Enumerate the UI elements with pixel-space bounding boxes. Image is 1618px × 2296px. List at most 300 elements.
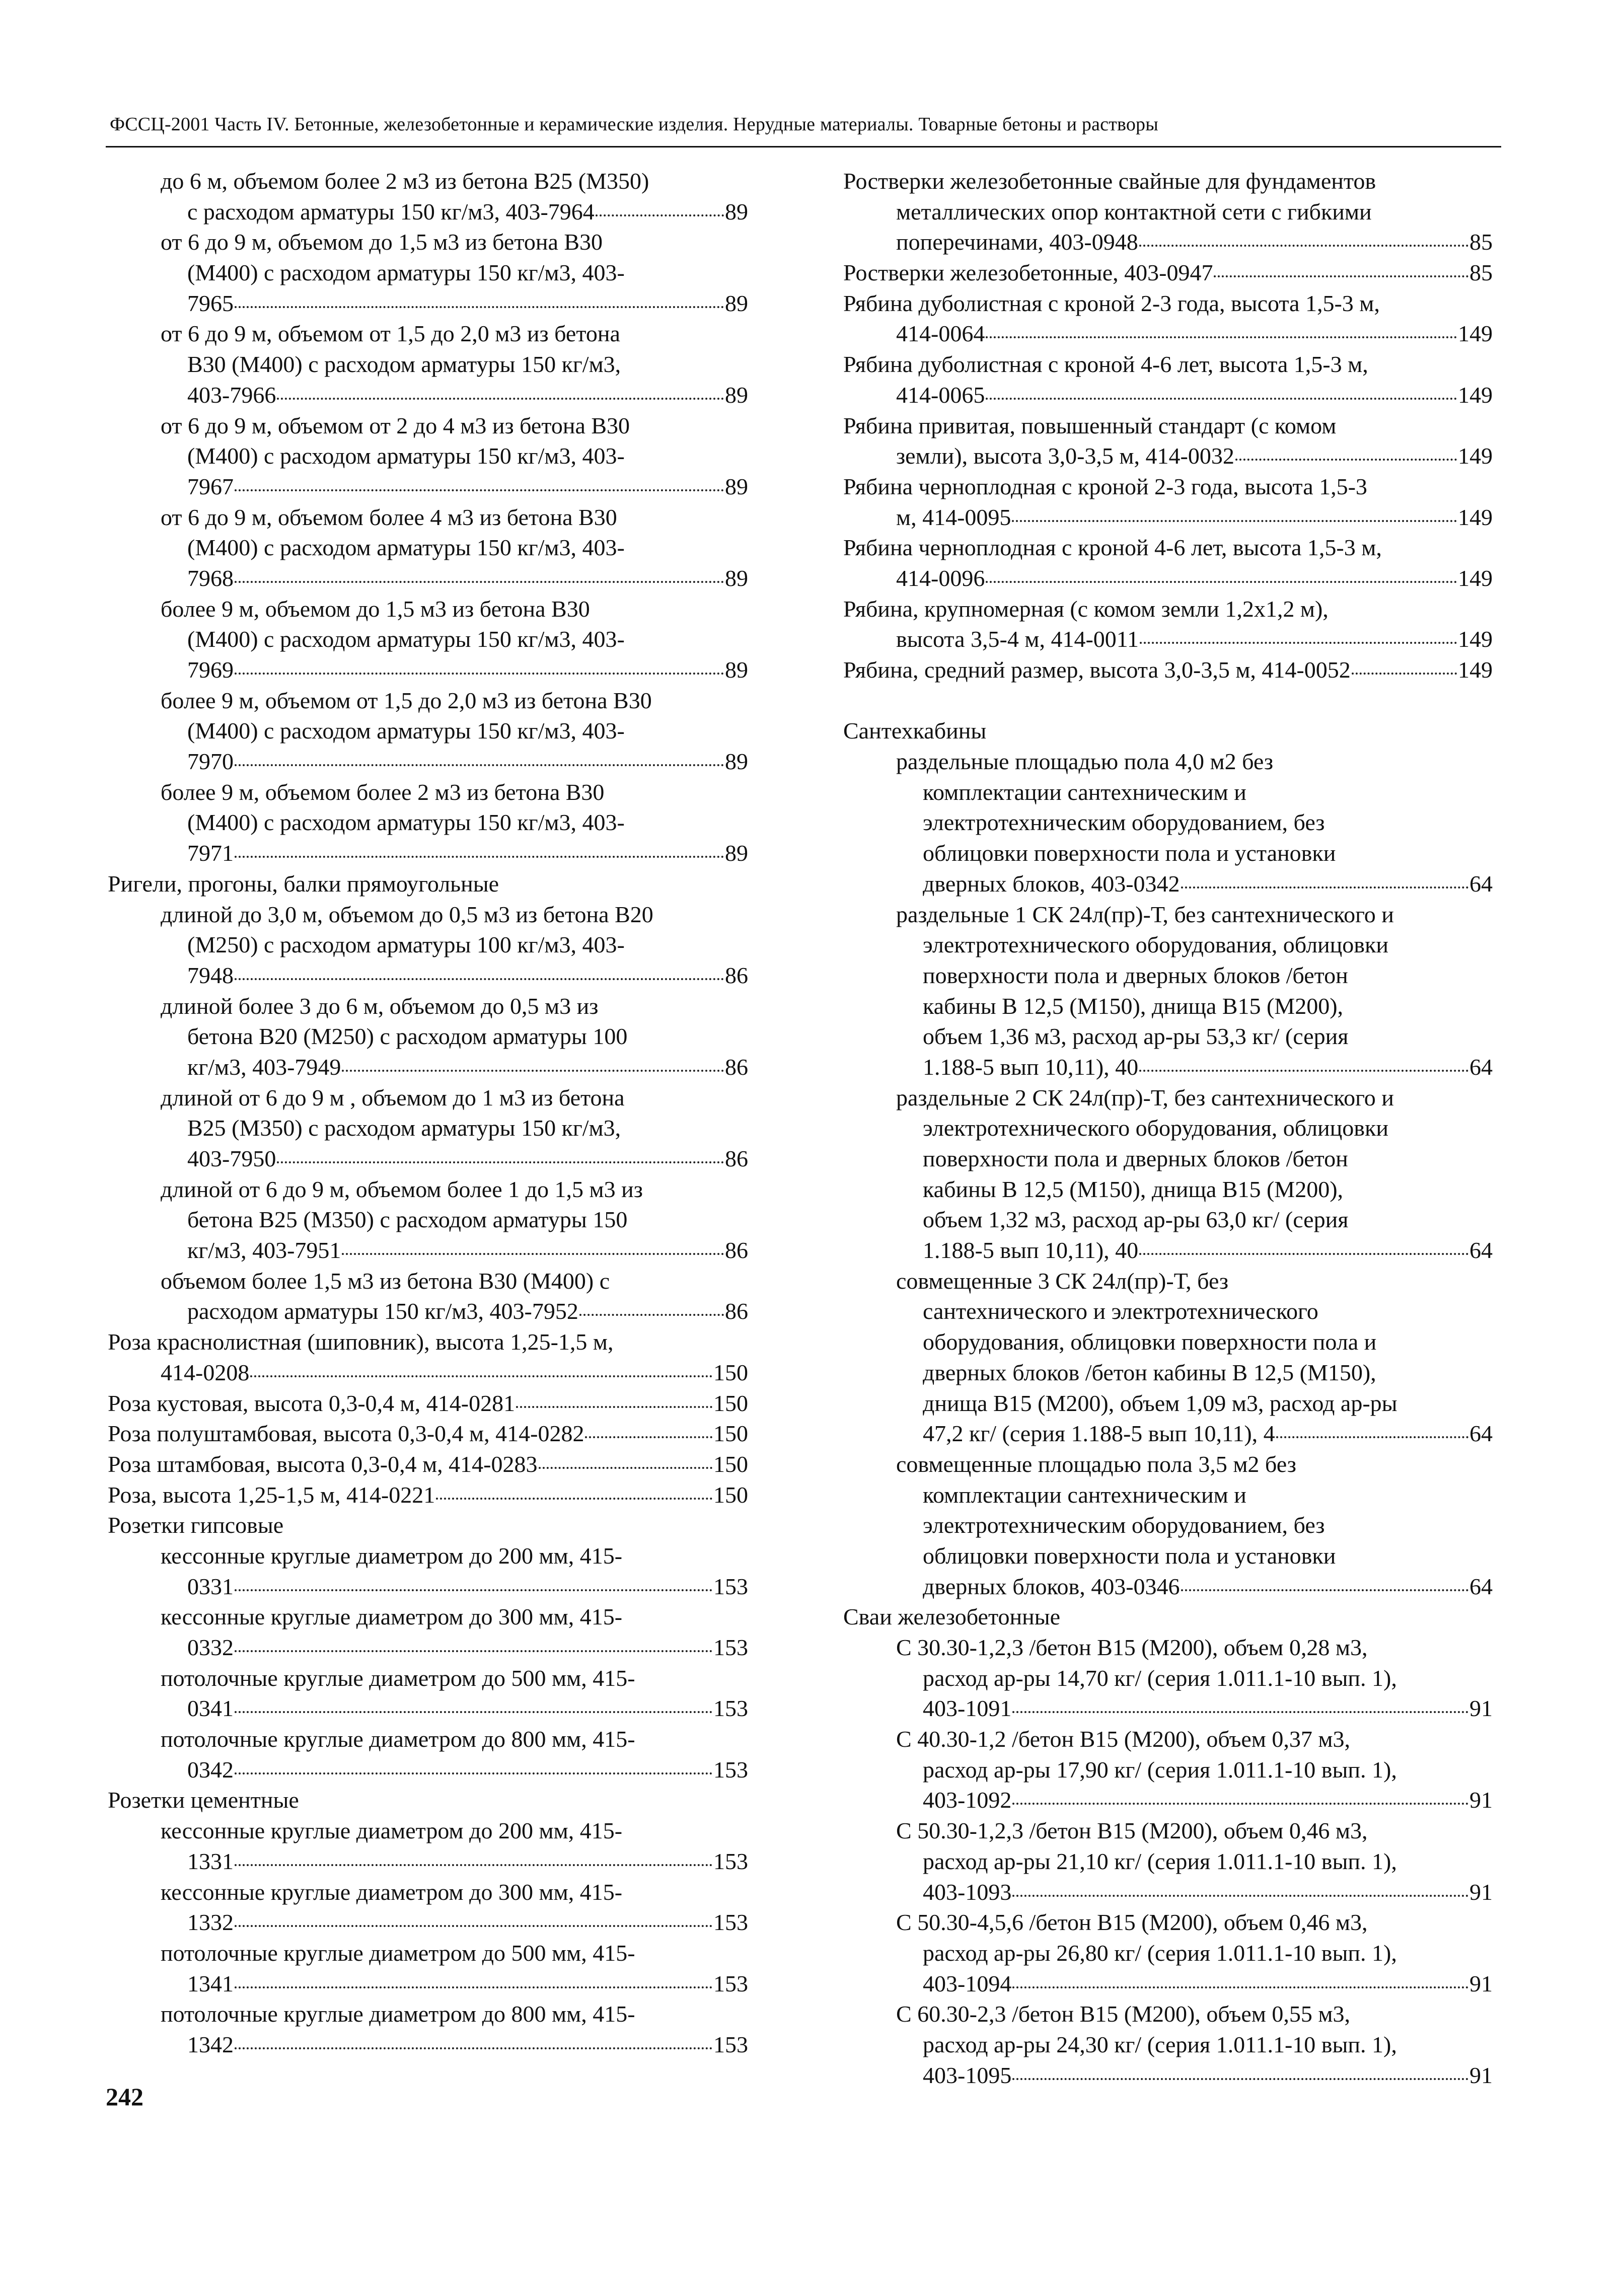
index-subentry-line <box>843 900 1493 930</box>
index-subentry-line <box>843 1969 1493 1999</box>
index-subentry-line <box>843 1633 1493 1663</box>
entry-text: потолочные круглые диаметром до 500 мм, 415- <box>161 1665 635 1691</box>
index-subentry-line <box>843 1572 1493 1602</box>
entry-text: сантехнического и электротехнического <box>923 1298 1318 1324</box>
dot-leader <box>1139 245 1468 247</box>
entry-text: совмещенные площадью пола 3,5 м2 без <box>896 1451 1296 1477</box>
index-subentry-line <box>843 319 1493 349</box>
entry-page-ref: 153 <box>713 1573 748 1599</box>
dot-leader <box>516 1406 712 1408</box>
index-subentry-line <box>108 2030 748 2060</box>
entry-page-ref: 149 <box>1458 382 1493 408</box>
index-subentry-line <box>843 1327 1493 1358</box>
index-subentry-line <box>108 1052 748 1083</box>
entry-text: 1332 <box>187 1909 234 1936</box>
index-subentry-line <box>108 258 748 288</box>
index-subentry-line <box>843 197 1493 228</box>
entry-text: расход ар-ры 24,30 кг/ (серия 1.011.1-10 вып. 1), <box>923 2031 1397 2057</box>
entry-page-ref: 150 <box>713 1482 748 1508</box>
entry-text: кабины В 12,5 (М150), днища В15 (М200), <box>923 993 1344 1019</box>
index-subentry-line <box>108 1816 748 1846</box>
dot-leader <box>1140 642 1457 644</box>
index-subentry-line <box>108 930 748 960</box>
entry-text: Рябина черноплодная с кроной 4-6 лет, высота 1,5-3 м, <box>843 535 1382 561</box>
index-subentry-line <box>843 1113 1493 1144</box>
entry-page-ref: 64 <box>1469 1054 1493 1080</box>
index-subentry-line <box>843 624 1493 655</box>
entry-page-ref: 149 <box>1458 626 1493 652</box>
index-subentry-line <box>843 1021 1493 1052</box>
index-entry <box>108 1419 748 1449</box>
dot-leader <box>986 581 1457 583</box>
dot-leader <box>436 1498 712 1500</box>
dot-leader <box>1181 886 1468 888</box>
index-entry <box>843 258 1493 288</box>
entry-text: более 9 м, объемом от 1,5 до 2,0 м3 из бетона В30 <box>161 687 652 713</box>
dot-leader <box>1214 275 1468 277</box>
entry-text: Ростверки железобетонные свайные для фундаментов <box>843 168 1376 194</box>
index-subentry-line <box>108 533 748 563</box>
index-subentry-line <box>108 349 748 380</box>
entry-text: до 6 м, объемом более 2 м3 из бетона В25 (М350) <box>161 168 649 194</box>
entry-text: Сваи железобетонные <box>843 1604 1061 1630</box>
dot-leader <box>342 1253 724 1255</box>
entry-page-ref: 89 <box>725 290 748 316</box>
dot-leader <box>235 489 724 491</box>
entry-text: 47,2 кг/ (серия 1.188-5 вып 10,11), 4 <box>923 1421 1275 1447</box>
index-entry <box>108 1510 748 1541</box>
entry-text: от 6 до 9 м, объемом от 2 до 4 м3 из бетона В30 <box>161 412 630 438</box>
index-subentry-line <box>108 1602 748 1633</box>
entry-page-ref: 149 <box>1458 657 1493 683</box>
dot-leader <box>1012 1986 1468 1988</box>
entry-page-ref: 153 <box>713 2031 748 2057</box>
entry-page-ref: 153 <box>713 1909 748 1936</box>
entry-page-ref: 86 <box>725 1054 748 1080</box>
entry-text: 0332 <box>187 1635 234 1660</box>
index-subentry-line <box>843 1358 1493 1388</box>
entry-text: 414-0208 <box>161 1359 250 1385</box>
index-subentry-line <box>843 1846 1493 1877</box>
entry-text: (М400) с расходом арматуры 150 кг/м3, 403- <box>187 626 625 652</box>
entry-text: объем 1,32 м3, расход ар-ры 63,0 кг/ (серия <box>923 1207 1349 1233</box>
entry-page-ref: 91 <box>1469 1695 1493 1722</box>
index-subentry-line <box>108 1358 748 1388</box>
dot-leader <box>277 1161 724 1163</box>
entry-page-ref: 149 <box>1458 443 1493 469</box>
entry-text: м, 414-0095 <box>896 504 1011 530</box>
entry-text: 403-1095 <box>923 2062 1012 2088</box>
entry-text: расход ар-ры 21,10 кг/ (серия 1.011.1-10 вып. 1), <box>923 1848 1397 1874</box>
dot-leader <box>596 214 724 216</box>
index-subentry-line <box>843 1205 1493 1235</box>
entry-text: (М400) с расходом арматуры 150 кг/м3, 403- <box>187 535 625 561</box>
entry-page-ref: 149 <box>1458 321 1493 347</box>
index-entry <box>843 594 1493 625</box>
dot-leader <box>235 2047 712 2049</box>
entry-page-ref: 153 <box>713 1695 748 1722</box>
index-subentry-line <box>108 441 748 472</box>
index-subentry-line <box>843 1999 1493 2030</box>
index-subentry-line <box>843 991 1493 1022</box>
entry-page-ref: 85 <box>1469 260 1493 286</box>
index-subentry-line <box>843 1510 1493 1541</box>
index-subentry-line <box>843 1785 1493 1816</box>
dot-leader <box>986 336 1457 338</box>
index-column-left <box>108 166 748 2060</box>
index-subentry-line <box>843 777 1493 808</box>
entry-text: Роза кустовая, высота 0,3-0,4 м, 414-0281 <box>108 1390 516 1416</box>
entry-text: 7970 <box>187 749 234 775</box>
entry-text: металлических опор контактной сети с гибкими <box>896 198 1372 225</box>
index-subentry-line <box>843 1816 1493 1846</box>
entry-page-ref: 64 <box>1469 1421 1493 1447</box>
entry-text: Рябина, средний размер, высота 3,0-3,5 м, 414-0052 <box>843 657 1351 683</box>
dot-leader <box>1139 1070 1468 1072</box>
entry-page-ref: 64 <box>1469 1573 1493 1599</box>
page-number: 242 <box>106 2083 143 2111</box>
entry-text: с расходом арматуры 150 кг/м3, 403-7964 <box>187 198 595 225</box>
dot-leader <box>1012 1895 1468 1897</box>
index-subentry-line <box>108 960 748 991</box>
entry-text: кессонные круглые диаметром до 300 мм, 415- <box>161 1879 623 1905</box>
entry-text: 1331 <box>187 1848 234 1874</box>
index-subentry-line <box>108 991 748 1022</box>
index-subentry-line <box>108 1572 748 1602</box>
entry-text: комплектации сантехническим и <box>923 1482 1246 1508</box>
index-subentry-line <box>843 1938 1493 1969</box>
index-entry <box>108 1449 748 1480</box>
index-subentry-line <box>108 319 748 349</box>
entry-text: 403-1092 <box>923 1787 1012 1813</box>
entry-text: поперечинами, 403-0948 <box>896 229 1138 255</box>
dot-leader <box>539 1467 713 1469</box>
entry-text: бетона В25 (М350) с расходом арматуры 150 <box>187 1207 628 1233</box>
index-subentry-line <box>843 838 1493 869</box>
entry-text: расход ар-ры 17,90 кг/ (серия 1.011.1-10 вып. 1), <box>923 1756 1397 1783</box>
index-subentry-line <box>108 1174 748 1205</box>
entry-text: электротехнического оборудования, облицовки <box>923 1115 1388 1141</box>
dot-leader <box>585 1436 712 1438</box>
entry-page-ref: 153 <box>713 1970 748 1996</box>
index-subentry-line <box>108 1296 748 1327</box>
index-subentry-line <box>108 1205 748 1235</box>
index-subentry-line <box>108 900 748 930</box>
entry-text: 7965 <box>187 290 234 316</box>
dot-leader <box>986 398 1457 400</box>
entry-text: электротехнического оборудования, облицовки <box>923 932 1388 958</box>
index-subentry-line <box>108 624 748 655</box>
entry-text: расходом арматуры 150 кг/м3, 403-7952 <box>187 1298 578 1324</box>
index-entry <box>108 1480 748 1511</box>
dot-leader <box>1235 459 1457 461</box>
entry-text: облицовки поверхности пола и установки <box>923 840 1336 866</box>
index-entry <box>108 1785 748 1816</box>
entry-text: 0341 <box>187 1695 234 1722</box>
entry-page-ref: 64 <box>1469 870 1493 897</box>
entry-page-ref: 89 <box>725 473 748 499</box>
entry-text: 7968 <box>187 565 234 591</box>
index-entry <box>108 1388 748 1419</box>
entry-text: Рябина, крупномерная (с комом земли 1,2х1,2 м), <box>843 596 1329 622</box>
index-subentry-line <box>108 807 748 838</box>
entry-text: раздельные 2 СК 24л(пр)-Т, без сантехнического и <box>896 1084 1394 1110</box>
entry-text: В30 (М400) с расходом арматуры 150 кг/м3, <box>187 351 621 378</box>
index-entry <box>108 1327 748 1358</box>
dot-leader <box>235 1650 712 1652</box>
entry-text: 1342 <box>187 2031 234 2057</box>
index-subentry-line <box>843 380 1493 411</box>
entry-text: днища В15 (М200), объем 1,09 м3, расход ар-ры <box>923 1390 1398 1416</box>
entry-page-ref: 153 <box>713 1635 748 1660</box>
entry-text: 403-1093 <box>923 1879 1012 1905</box>
index-entry <box>843 411 1493 441</box>
dot-leader <box>235 1711 712 1713</box>
entry-text: потолочные круглые диаметром до 800 мм, 415- <box>161 2001 635 2027</box>
dot-leader <box>235 581 724 583</box>
entry-page-ref: 89 <box>725 382 748 408</box>
entry-text: длиной до 3,0 м, объемом до 0,5 м3 из бетона В20 <box>161 901 653 927</box>
index-entry <box>843 288 1493 319</box>
entry-text: Ригели, прогоны, балки прямоугольные <box>108 870 499 897</box>
entry-text: от 6 до 9 м, объемом от 1,5 до 2,0 м3 из бетона <box>161 321 620 347</box>
entry-text: 403-1094 <box>923 1970 1012 1996</box>
index-subentry-line <box>843 807 1493 838</box>
entry-text: расход ар-ры 14,70 кг/ (серия 1.011.1-10 вып. 1), <box>923 1665 1397 1691</box>
index-subentry-line <box>108 1724 748 1755</box>
entry-text: поверхности пола и дверных блоков /бетон <box>923 1146 1348 1171</box>
entry-page-ref: 91 <box>1469 1970 1493 1996</box>
index-subentry-line <box>843 1296 1493 1327</box>
entry-text: С 60.30-2,3 /бетон В15 (М200), объем 0,55 м3, <box>896 2001 1351 2027</box>
index-subentry-line <box>843 1755 1493 1786</box>
entry-text: 414-0065 <box>896 382 985 408</box>
entry-text: от 6 до 9 м, объемом более 4 м3 из бетона В30 <box>161 504 617 530</box>
entry-text: земли), высота 3,0-3,5 м, 414-0032 <box>896 443 1234 469</box>
index-subentry-line <box>108 1999 748 2030</box>
entry-text: Рябина дуболистная с кроной 4-6 лет, высота 1,5-3 м, <box>843 351 1368 378</box>
index-subentry-line <box>108 1633 748 1663</box>
dot-leader <box>342 1070 724 1072</box>
index-gap <box>843 686 1493 716</box>
index-subentry-line <box>843 1083 1493 1114</box>
index-subentry-line <box>843 1449 1493 1480</box>
index-subentry-line <box>108 502 748 533</box>
index-subentry-line <box>843 502 1493 533</box>
index-subentry-line <box>108 838 748 869</box>
index-subentry-line <box>108 380 748 411</box>
entry-text: В25 (М350) с расходом арматуры 150 кг/м3, <box>187 1115 621 1141</box>
index-subentry-line <box>108 1021 748 1052</box>
entry-text: кессонные круглые диаметром до 200 мм, 415- <box>161 1542 623 1569</box>
entry-page-ref: 86 <box>725 1146 748 1171</box>
dot-leader <box>277 398 724 400</box>
entry-text: Роза краснолистная (шиповник), высота 1,25-1,5 м, <box>108 1329 614 1355</box>
entry-text: потолочные круглые диаметром до 800 мм, 415- <box>161 1726 635 1752</box>
dot-leader <box>235 673 724 675</box>
index-subentry-line <box>108 227 748 258</box>
index-subentry-line <box>843 747 1493 777</box>
entry-text: поверхности пола и дверных блоков /бетон <box>923 962 1348 988</box>
index-entry <box>108 869 748 900</box>
entry-text: (М400) с расходом арматуры 150 кг/м3, 403- <box>187 718 625 744</box>
dot-leader <box>235 1589 712 1591</box>
dot-leader <box>1139 1253 1468 1255</box>
entry-text: Роза штамбовая, высота 0,3-0,4 м, 414-0283 <box>108 1451 538 1477</box>
entry-text: Рябина черноплодная с кроной 2-3 года, высота 1,5-3 <box>843 473 1367 499</box>
entry-text: облицовки поверхности пола и установки <box>923 1542 1336 1569</box>
entry-page-ref: 149 <box>1458 565 1493 591</box>
index-subentry-line <box>843 1052 1493 1083</box>
index-subentry-line <box>108 716 748 747</box>
entry-text: Розетки гипсовые <box>108 1512 284 1538</box>
entry-text: дверных блоков, 403-0342 <box>923 870 1180 897</box>
entry-text: Розетки цементные <box>108 1787 299 1813</box>
index-entry <box>843 1602 1493 1633</box>
index-subentry-line <box>843 1663 1493 1694</box>
dot-leader <box>235 764 724 766</box>
entry-text: 414-0096 <box>896 565 985 591</box>
entry-text: С 50.30-1,2,3 /бетон В15 (М200), объем 0,46 м3, <box>896 1818 1368 1844</box>
entry-text: 414-0064 <box>896 321 985 347</box>
index-entry <box>843 655 1493 686</box>
entry-text: 403-7966 <box>187 382 276 408</box>
index-subentry-line <box>843 1174 1493 1205</box>
dot-leader <box>235 978 724 980</box>
entry-text: бетона В20 (М250) с расходом арматуры 100 <box>187 1023 628 1050</box>
entry-text: С 30.30-1,2,3 /бетон В15 (М200), объем 0,28 м3, <box>896 1635 1368 1660</box>
entry-text: кг/м3, 403-7951 <box>187 1237 341 1264</box>
index-subentry-line <box>108 1144 748 1174</box>
index-subentry-line <box>843 441 1493 472</box>
entry-text: 1.188-5 вып 10,11), 40 <box>923 1054 1139 1080</box>
dot-leader <box>1012 2078 1468 2080</box>
entry-text: Роза полуштамбовая, высота 0,3-0,4 м, 414-0282 <box>108 1421 584 1447</box>
entry-text: (М400) с расходом арматуры 150 кг/м3, 403- <box>187 809 625 836</box>
index-subentry-line <box>108 777 748 808</box>
entry-text: Роза, высота 1,25-1,5 м, 414-0221 <box>108 1482 435 1508</box>
dot-leader <box>1012 1711 1468 1713</box>
entry-text: С 50.30-4,5,6 /бетон В15 (М200), объем 0,46 м3, <box>896 1909 1368 1936</box>
entry-page-ref: 153 <box>713 1848 748 1874</box>
entry-text: С 40.30-1,2 /бетон В15 (М200), объем 0,37 м3, <box>896 1726 1351 1752</box>
entry-text: Рябина дуболистная с кроной 2-3 года, высота 1,5-3 м, <box>843 290 1380 316</box>
index-subentry-line <box>843 1877 1493 1908</box>
index-subentry-line <box>108 472 748 502</box>
entry-text: раздельные 1 СК 24л(пр)-Т, без сантехнического и <box>896 901 1394 927</box>
dot-leader <box>235 1772 712 1774</box>
entry-page-ref: 86 <box>725 1237 748 1264</box>
running-header: ФССЦ-2001 Часть IV. Бетонные, железобетонные и керамические изделия. Нерудные материалы. Товарные бетоны и растворы <box>110 114 1158 135</box>
index-subentry-line <box>843 227 1493 258</box>
index-subentry-line <box>108 1113 748 1144</box>
index-subentry-line <box>843 1724 1493 1755</box>
entry-page-ref: 64 <box>1469 1237 1493 1264</box>
entry-page-ref: 150 <box>713 1451 748 1477</box>
entry-text: 403-7950 <box>187 1146 276 1171</box>
index-entry <box>843 166 1493 197</box>
dot-leader <box>1181 1589 1468 1591</box>
entry-text: длиной более 3 до 6 м, объемом до 0,5 м3 из <box>161 993 599 1019</box>
entry-text: объемом более 1,5 м3 из бетона В30 (М400) с <box>161 1268 610 1294</box>
index-subentry-line <box>108 655 748 686</box>
entry-text: кессонные круглые диаметром до 300 мм, 415- <box>161 1604 623 1630</box>
entry-text: раздельные площадью пола 4,0 м2 без <box>896 749 1274 775</box>
entry-text: 0342 <box>187 1756 234 1783</box>
index-subentry-line <box>843 1235 1493 1266</box>
entry-text: длиной от 6 до 9 м , объемом до 1 м3 из бетона <box>161 1084 625 1110</box>
index-subentry-line <box>108 1693 748 1724</box>
dot-leader <box>1276 1436 1468 1438</box>
index-subentry-line <box>108 747 748 777</box>
entry-text: длиной от 6 до 9 м, объемом более 1 до 1,5 м3 из <box>161 1176 643 1202</box>
entry-page-ref: 89 <box>725 565 748 591</box>
entry-text: Сантехкабины <box>843 718 987 744</box>
dot-leader <box>235 306 724 308</box>
dot-leader <box>250 1375 712 1377</box>
index-entry <box>843 716 1493 747</box>
index-subentry-line <box>108 1755 748 1786</box>
entry-text: потолочные круглые диаметром до 500 мм, 415- <box>161 1940 635 1966</box>
entry-text: высота 3,5-4 м, 414-0011 <box>896 626 1139 652</box>
entry-text: оборудования, облицовки поверхности пола и <box>923 1329 1377 1355</box>
index-subentry-line <box>108 594 748 625</box>
index-entry <box>843 533 1493 563</box>
entry-text: совмещенные 3 СК 24л(пр)-Т, без <box>896 1268 1229 1294</box>
index-subentry-line <box>108 288 748 319</box>
index-subentry-line <box>843 1419 1493 1449</box>
entry-text: электротехническим оборудованием, без <box>923 1512 1325 1538</box>
index-subentry-line <box>108 1541 748 1572</box>
entry-page-ref: 89 <box>725 749 748 775</box>
entry-text: 0331 <box>187 1573 234 1599</box>
entry-page-ref: 91 <box>1469 2062 1493 2088</box>
entry-text: более 9 м, объемом до 1,5 м3 из бетона В30 <box>161 596 590 622</box>
entry-text: 1.188-5 вып 10,11), 40 <box>923 1237 1139 1264</box>
index-subentry-line <box>843 1907 1493 1938</box>
dot-leader <box>235 856 724 858</box>
index-subentry-line <box>108 1969 748 1999</box>
index-subentry-line <box>108 166 748 197</box>
entry-text: комплектации сантехническим и <box>923 779 1246 805</box>
entry-text: кабины В 12,5 (М150), днища В15 (М200), <box>923 1176 1344 1202</box>
index-subentry-line <box>843 1144 1493 1174</box>
entry-text: Рябина привитая, повышенный стандарт (с комом <box>843 412 1337 438</box>
index-subentry-line <box>843 2060 1493 2091</box>
entry-page-ref: 89 <box>725 198 748 225</box>
index-entry <box>843 472 1493 502</box>
entry-page-ref: 150 <box>713 1359 748 1385</box>
entry-text: (М400) с расходом арматуры 150 кг/м3, 403- <box>187 260 625 286</box>
index-subentry-line <box>843 1693 1493 1724</box>
entry-page-ref: 89 <box>725 657 748 683</box>
index-entry <box>843 349 1493 380</box>
dot-leader <box>235 1864 712 1866</box>
entry-text: 7971 <box>187 840 234 866</box>
entry-text: (М400) с расходом арматуры 150 кг/м3, 403- <box>187 443 625 469</box>
index-subentry-line <box>108 1663 748 1694</box>
dot-leader <box>1352 673 1457 675</box>
entry-text: дверных блоков /бетон кабины В 12,5 (М150), <box>923 1359 1376 1385</box>
index-subentry-line <box>108 1083 748 1114</box>
entry-page-ref: 86 <box>725 962 748 988</box>
index-subentry-line <box>843 563 1493 594</box>
entry-text: (М250) с расходом арматуры 100 кг/м3, 403- <box>187 932 625 958</box>
entry-text: кг/м3, 403-7949 <box>187 1054 341 1080</box>
index-subentry-line <box>108 1235 748 1266</box>
entry-text: объем 1,36 м3, расход ар-ры 53,3 кг/ (серия <box>923 1023 1349 1050</box>
entry-text: дверных блоков, 403-0346 <box>923 1573 1180 1599</box>
